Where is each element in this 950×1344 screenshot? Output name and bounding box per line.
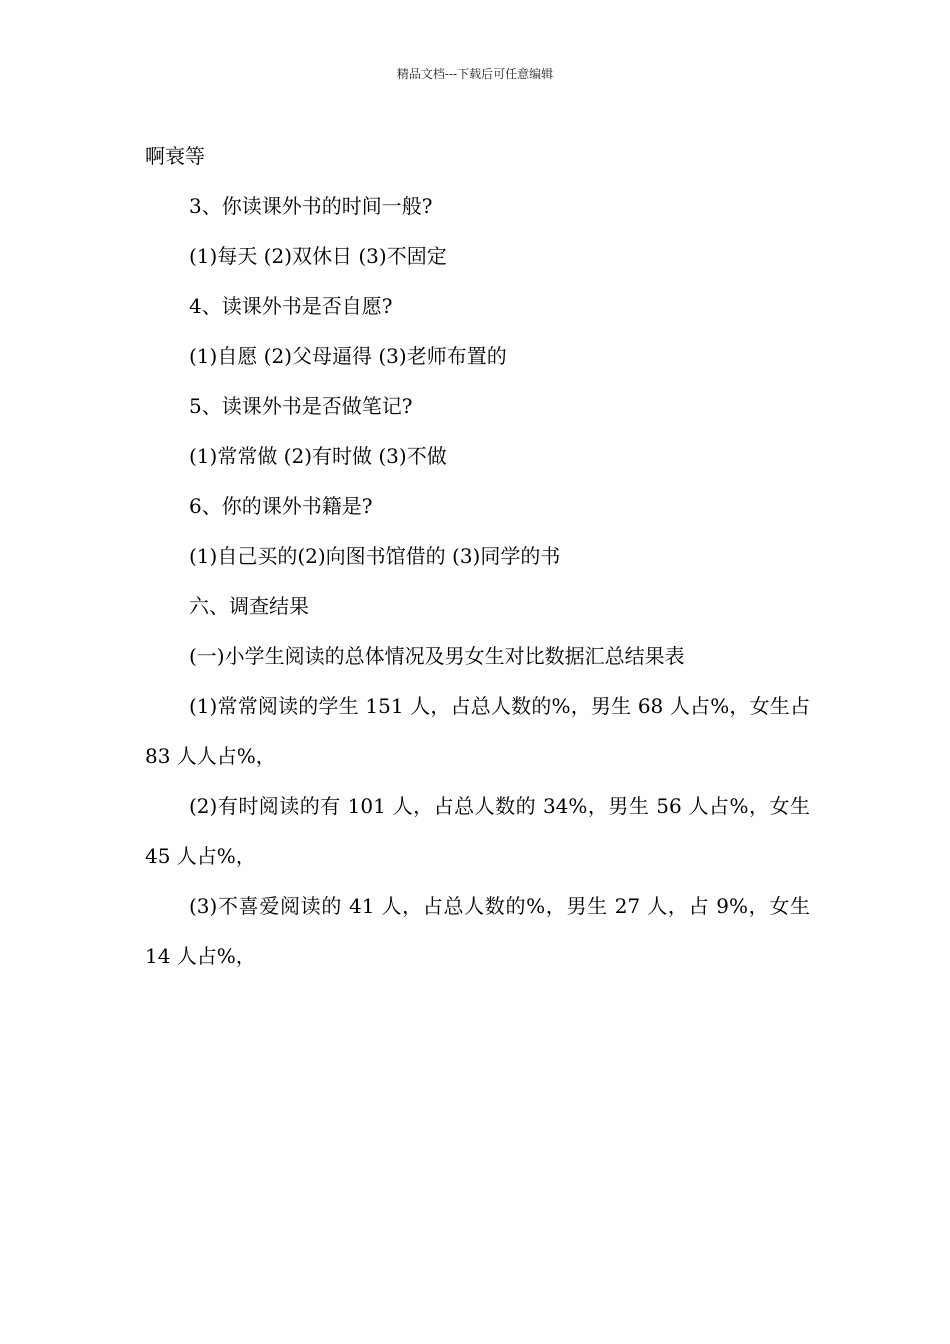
result-paragraph-2: (2)有时阅读的有 101 人，占总人数的 34%，男生 56 人占%，女生 45 人占%， (145, 794, 810, 868)
question-5: 5、读课外书是否做笔记? (189, 394, 413, 418)
document-body (145, 131, 810, 981)
question-5-options: (1)常常做 (2)有时做 (3)不做 (189, 444, 447, 468)
question-4-options: (1)自愿 (2)父母逼得 (3)老师布置的 (189, 344, 507, 368)
question-3-options: (1)每天 (2)双休日 (3)不固定 (189, 244, 447, 268)
page-header: 精品文档---下载后可任意编辑 (396, 67, 554, 81)
section-heading: 六、调查结果 (189, 594, 309, 618)
question-6-options: (1)自己买的(2)向图书馆借的 (3)同学的书 (189, 544, 561, 568)
question-3: 3、你读课外书的时间一般? (189, 194, 433, 218)
result-paragraph-3: (3)不喜爱阅读的 41 人，占总人数的%，男生 27 人，占 9%，女生 14 人占%， (145, 894, 810, 968)
subsection-heading: (一)小学生阅读的总体情况及男女生对比数据汇总结果表 (189, 644, 685, 668)
question-6: 6、你的课外书籍是? (189, 494, 373, 518)
result-paragraph-1: (1)常常阅读的学生 151 人，占总人数的%，男生 68 人占%，女生占 83 人人占%， (145, 694, 810, 768)
question-4: 4、读课外书是否自愿? (189, 294, 393, 318)
text-line: 啊衰等 (145, 144, 205, 168)
